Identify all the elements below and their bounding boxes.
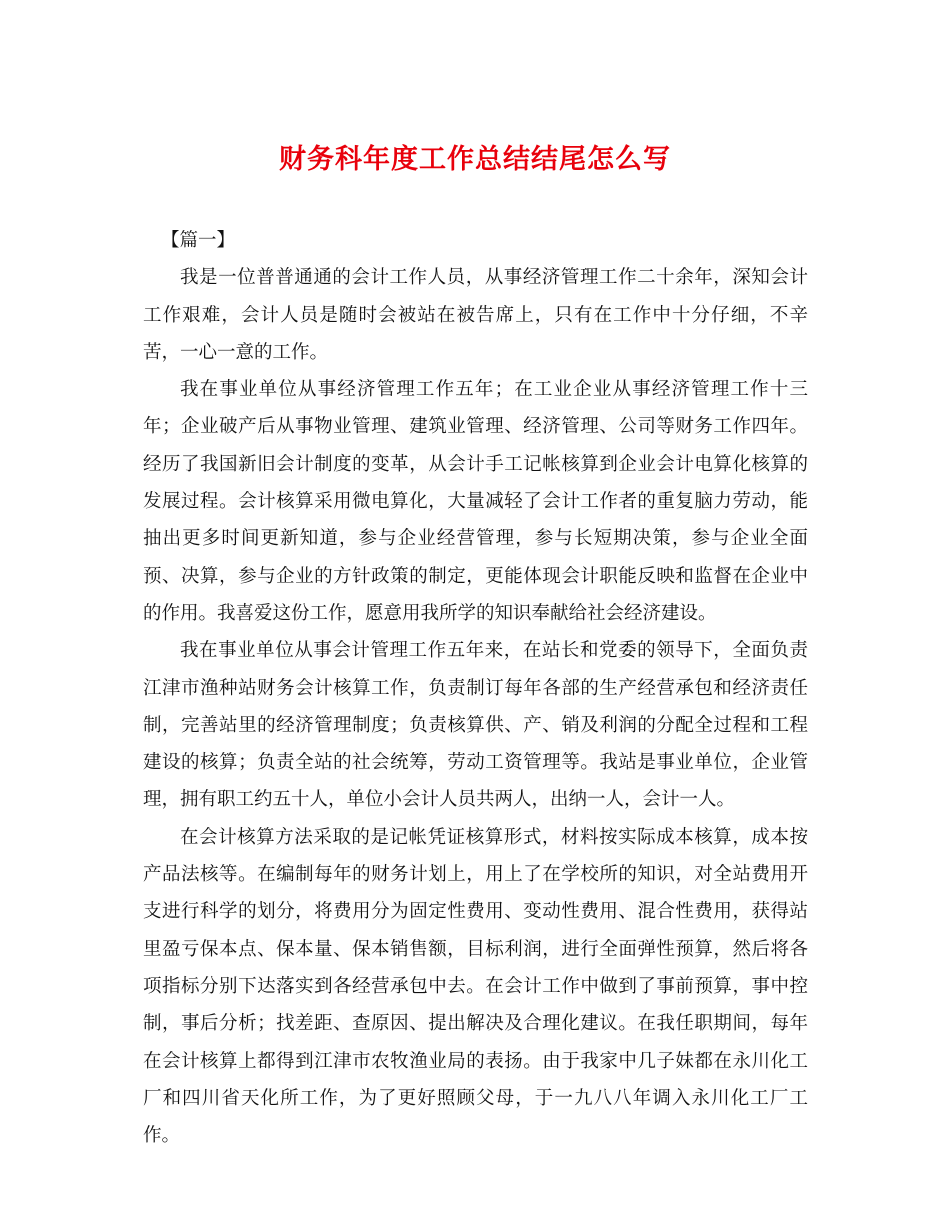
document-body bbox=[143, 222, 808, 1154]
paragraph-2: 我在事业单位从事经济管理工作五年；在工业企业从事经济管理工作十三年；企业破产后从事物业管理、建筑业管理、经济管理、公司等财务工作四年。经历了我国新旧会计制度的变革，从会计手工记帐核算到企业会计电算化核算的发展过程。会计核算采用微电算化，大量减轻了会计工作者的重复脑力劳动，能抽出更多时间更新知道，参与企业经营管理，参与长短期决策，参与企业全面预、决算，参与企业的方针政策的制定，更能体现会计职能反映和监督在企业中的作用。我喜爱这份工作，愿意用我所学的知识奉献给社会经济建设。 bbox=[143, 379, 808, 624]
paragraph-3: 我在事业单位从事会计管理工作五年来，在站长和党委的领导下，全面负责江津市渔种站财务会计核算工作，负责制订每年各部的生产经营承包和经济责任制，完善站里的经济管理制度；负责核算供、产、销及利润的分配全过程和工程建设的核算；负责全站的社会统筹，劳动工资管理等。我站是事业单位，企业管理，拥有职工约五十人，单位小会计人员共两人，出纳一人，会计一人。 bbox=[143, 640, 808, 811]
paragraph-4: 在会计核算方法采取的是记帐凭证核算形式，材料按实际成本核算，成本按产品法核等。在编制每年的财务计划上，用上了在学校所的知识，对全站费用开支进行科学的划分，将费用分为固定性费用、变动性费用、混合性费用，获得站里盈亏保本点、保本量、保本销售额，目标利润，进行全面弹性预算，然后将各项指标分别下达落实到各经营承包中去。在会计工作中做到了事前预算，事中控制，事后分析；找差距、查原因、提出解决及合理化建议。在我任职期间，每年在会计核算上都得到江津市农牧渔业局的表扬。由于我家中几子妹都在永川化工厂和四川省天化所工作，为了更好照顾父母，于一九八八年调入永川化工厂工作。 bbox=[143, 826, 808, 1147]
paragraph-1: 我是一位普普通通的会计工作人员，从事经济管理工作二十余年，深知会计工作艰难，会计人员是随时会被站在被告席上，只有在工作中十分仔细，不辛苦，一心一意的工作。 bbox=[143, 267, 808, 363]
section-label: 【篇一】 bbox=[161, 230, 236, 251]
document-title: 财务科年度工作总结结尾怎么写 bbox=[279, 144, 671, 175]
